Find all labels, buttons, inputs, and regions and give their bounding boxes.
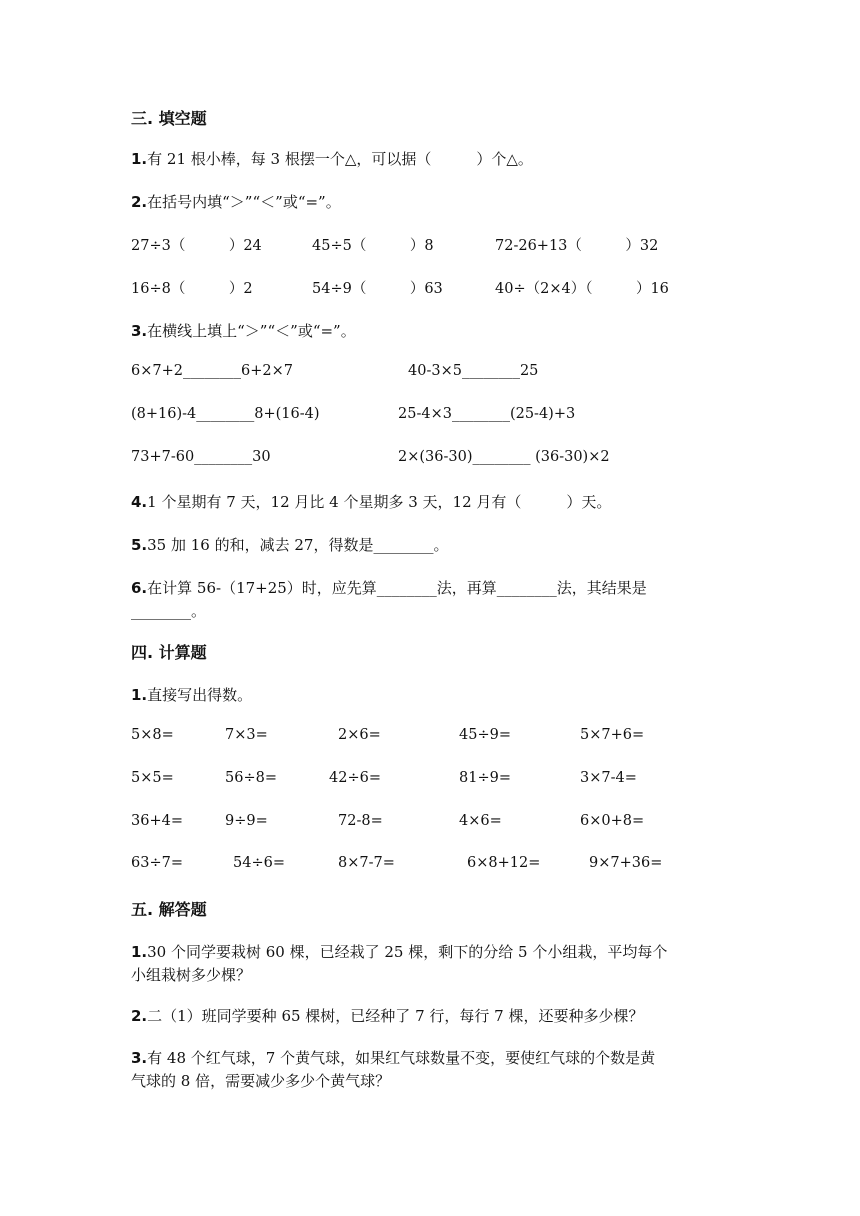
question-5-1-continued: 小组栽树多少棵？ bbox=[131, 966, 252, 984]
question-number: 3. bbox=[131, 322, 148, 340]
blank-row bbox=[131, 449, 751, 471]
compare-item: 54÷9（ ）63 bbox=[312, 281, 443, 297]
question-number: 1. bbox=[131, 150, 148, 168]
blank-row bbox=[131, 363, 751, 385]
question-number: 2. bbox=[131, 193, 148, 211]
calc-item: 3×7-4= bbox=[580, 770, 637, 786]
question-3-1 bbox=[131, 148, 533, 169]
question-5-2 bbox=[131, 1005, 643, 1026]
compare-row bbox=[131, 234, 751, 256]
calc-item: 9÷9= bbox=[225, 813, 268, 829]
question-text: 30 个同学要栽树 60 棵，已经栽了 25 棵，剩下的分给 5 个小组栽，平均每个 bbox=[147, 943, 668, 961]
blank-item: 2×(36-30)________ (36-30)×2 bbox=[398, 449, 610, 465]
calc-item: 7×3= bbox=[225, 727, 268, 743]
section-title-word-problems: 五. 解答题 bbox=[131, 900, 207, 919]
calc-item: 72-8= bbox=[338, 813, 383, 829]
question-5-3 bbox=[131, 1047, 655, 1068]
calc-item: 45÷9= bbox=[459, 727, 511, 743]
compare-item: 16÷8（ ）2 bbox=[131, 281, 253, 297]
calc-item: 81÷9= bbox=[459, 770, 511, 786]
calc-item: 56÷8= bbox=[225, 770, 277, 786]
question-number: 1. bbox=[131, 943, 148, 961]
blank-item: (8+16)-4________8+(16-4) bbox=[131, 406, 320, 422]
calc-item: 54÷6= bbox=[233, 855, 285, 871]
question-number: 1. bbox=[131, 686, 148, 704]
question-number: 3. bbox=[131, 1049, 148, 1067]
question-text: 直接写出得数。 bbox=[147, 686, 253, 704]
blank-item: 6×7+2________6+2×7 bbox=[131, 363, 293, 379]
calc-row bbox=[131, 813, 751, 835]
calc-item: 5×8= bbox=[131, 727, 174, 743]
question-text: 二（1）班同学要种 65 棵树，已经种了 7 行，每行 7 棵，还要种多少棵？ bbox=[147, 1007, 644, 1025]
calc-item: 9×7+36= bbox=[589, 855, 663, 871]
question-3-6-continued: ________。 bbox=[131, 602, 207, 620]
question-number: 2. bbox=[131, 1007, 148, 1025]
calc-item: 4×6= bbox=[459, 813, 502, 829]
question-text: 有 21 根小棒，每 3 根摆一个△，可以据（ ）个△。 bbox=[147, 150, 533, 168]
compare-item: 40÷（2×4）（ ）16 bbox=[495, 281, 669, 297]
calc-item: 8×7-7= bbox=[338, 855, 395, 871]
question-4-1 bbox=[131, 684, 252, 705]
calc-item: 42÷6= bbox=[329, 770, 381, 786]
question-text: 在计算 56-（17+25）时，应先算________法，再算________法，其结果是 bbox=[147, 579, 647, 597]
question-number: 5. bbox=[131, 536, 148, 554]
compare-item: 27÷3（ ）24 bbox=[131, 238, 262, 254]
question-text: 35 加 16 的和，减去 27，得数是________。 bbox=[147, 536, 449, 554]
calc-item: 5×5= bbox=[131, 770, 174, 786]
compare-item: 72-26+13（ ）32 bbox=[495, 238, 659, 254]
calc-row bbox=[131, 855, 751, 877]
question-text: 1 个星期有 7 天，12 月比 4 个星期多 3 天，12 月有（ ）天。 bbox=[147, 493, 612, 511]
blank-item: 40-3×5________25 bbox=[408, 363, 539, 379]
question-text: 有 48 个红气球，7 个黄气球，如果红气球数量不变，要使红气球的个数是黄 bbox=[147, 1049, 656, 1067]
compare-item: 45÷5（ ）8 bbox=[312, 238, 434, 254]
section-title-fill-in: 三. 填空题 bbox=[131, 109, 207, 128]
calc-item: 63÷7= bbox=[131, 855, 183, 871]
blank-item: 73+7-60________30 bbox=[131, 449, 271, 465]
section-title-calculation: 四. 计算题 bbox=[131, 643, 207, 662]
question-number: 6. bbox=[131, 579, 148, 597]
calc-item: 6×8+12= bbox=[467, 855, 541, 871]
calc-item: 6×0+8= bbox=[580, 813, 645, 829]
question-text: 在括号内填“＞”“＜”或“=”。 bbox=[147, 193, 341, 211]
calc-item: 36+4= bbox=[131, 813, 183, 829]
calc-row bbox=[131, 727, 751, 749]
question-5-3-continued: 气球的 8 倍，需要减少多少个黄气球？ bbox=[131, 1072, 391, 1090]
question-3-6 bbox=[131, 577, 647, 598]
calc-item: 5×7+6= bbox=[580, 727, 645, 743]
blank-item: 25-4×3________(25-4)+3 bbox=[398, 406, 576, 422]
question-3-3 bbox=[131, 320, 356, 341]
question-3-2 bbox=[131, 191, 341, 212]
blank-row bbox=[131, 406, 751, 428]
calc-row bbox=[131, 770, 751, 792]
calc-item: 2×6= bbox=[338, 727, 381, 743]
question-text: 在横线上填上“＞”“＜”或“=”。 bbox=[147, 322, 356, 340]
question-5-1 bbox=[131, 941, 667, 962]
question-3-4 bbox=[131, 491, 611, 512]
question-3-5 bbox=[131, 534, 448, 555]
question-number: 4. bbox=[131, 493, 148, 511]
compare-row bbox=[131, 277, 751, 299]
